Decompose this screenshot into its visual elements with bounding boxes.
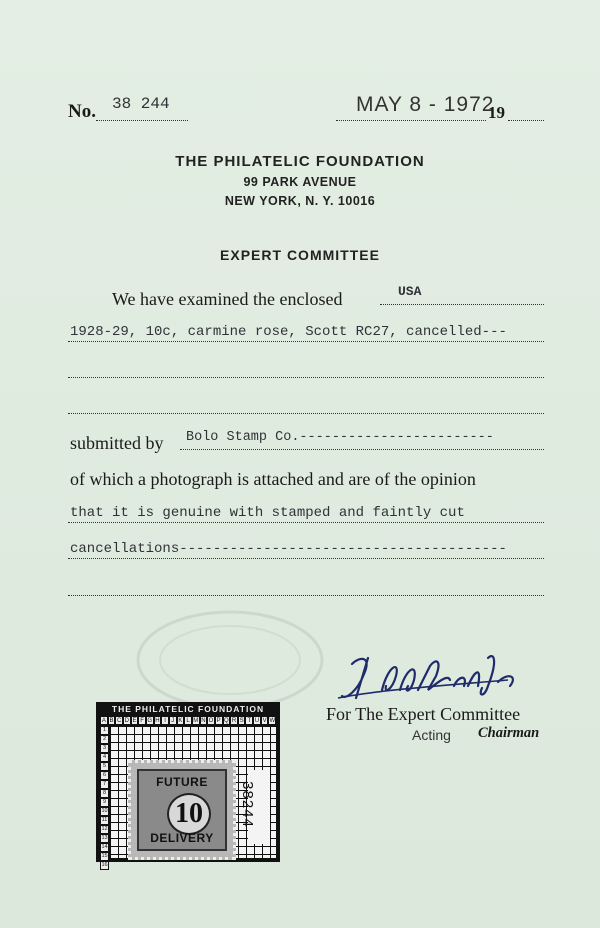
- certificate-number: 38 244: [112, 95, 170, 113]
- photo-row-number: 6: [100, 771, 109, 780]
- photo-column-letter: M: [193, 718, 199, 724]
- country-underline: [380, 304, 544, 305]
- photo-column-letter: G: [147, 718, 153, 724]
- year-underline: [508, 120, 544, 121]
- photo-row-number: 7: [100, 780, 109, 789]
- opinion-underline-3: [68, 595, 544, 596]
- photo-row-number: 16: [101, 862, 108, 868]
- photo-column-letter: C: [116, 718, 122, 724]
- opinion-underline-2: [68, 558, 544, 559]
- photo-column-letter: F: [140, 718, 144, 724]
- photo-column-letter: R: [231, 718, 237, 724]
- photo-column-letter: S: [239, 718, 244, 724]
- stamp-photograph: [96, 702, 280, 868]
- date-stamp: MAY 8 - 1972: [356, 93, 495, 116]
- org-name: THE PHILATELIC FOUNDATION: [175, 153, 425, 170]
- photo-column-letter: V: [262, 718, 267, 724]
- photo-row-number: 15: [101, 853, 108, 859]
- photo-column-letter: A: [101, 718, 106, 724]
- photo-row-number: 9: [100, 798, 109, 807]
- photo-column-letter: I: [161, 716, 169, 725]
- photo-column-letter: B: [109, 718, 114, 724]
- photo-column-letter: D: [124, 718, 129, 724]
- photo-cert-number-text: 38244: [238, 781, 256, 828]
- photo-column-letter: H: [155, 718, 160, 724]
- photo-column-letter: T: [247, 718, 252, 724]
- photo-row-number: 3: [100, 744, 109, 753]
- submitted-label: submitted by: [70, 433, 164, 453]
- committee-title: EXPERT COMMITTEE: [220, 247, 380, 263]
- photo-row-number: 10: [101, 808, 108, 814]
- photo-column-letter: E: [132, 718, 137, 724]
- description-line-1: 1928-29, 10c, carmine rose, Scott RC27, cancelled---: [70, 324, 507, 340]
- submitter-underline: [180, 449, 544, 450]
- submitter-value: Bolo Stamp Co.------------------------: [186, 430, 494, 445]
- photo-column-letter: U: [254, 718, 260, 724]
- year-prefix: 19: [488, 103, 505, 122]
- photo-column-letter: P: [216, 718, 221, 724]
- number-underline: [96, 120, 188, 121]
- address-line-2: NEW YORK, N. Y. 10016: [224, 194, 376, 208]
- photo-column-letter: L: [184, 716, 192, 725]
- number-label: No.: [68, 101, 96, 122]
- photo-title: THE PHILATELIC FOUNDATION: [111, 704, 265, 714]
- photo-column-letter: K: [178, 718, 183, 724]
- description-underline-2: [68, 377, 544, 378]
- photo-column-letter: N: [201, 718, 206, 724]
- photo-column-letter: W: [269, 718, 276, 724]
- photo-row-number: 13: [101, 835, 108, 841]
- date-underline: [336, 120, 486, 121]
- photo-row-number: 4: [100, 753, 109, 762]
- photo-column-letter: O: [208, 718, 214, 724]
- photo-column-letters: [100, 716, 276, 725]
- photo-row-number: 12: [101, 826, 108, 832]
- photo-column-letter: J: [169, 716, 177, 725]
- description-underline-3: [68, 413, 544, 414]
- photo-row-numbers: [100, 726, 109, 868]
- photo-row-number: 5: [100, 762, 109, 771]
- stamp-top-word: FUTURE: [156, 775, 208, 789]
- photo-cert-number: [238, 770, 270, 844]
- photo-row-number: 14: [101, 844, 108, 850]
- photo-column-letter: Q: [223, 718, 229, 724]
- photo-row-number: 8: [100, 789, 109, 798]
- embossed-seal: [130, 600, 330, 710]
- stamp-bottom-word: DELIVERY: [150, 831, 214, 845]
- photo-row-number: 1: [100, 726, 109, 735]
- stamp-value: 10: [167, 793, 211, 835]
- description-underline-1: [68, 341, 544, 342]
- country-value: USA: [398, 284, 422, 299]
- photo-row-number: 2: [100, 735, 109, 744]
- photo-row-number: 11: [101, 817, 108, 823]
- opinion-line-1: that it is genuine with stamped and faintly cut: [70, 505, 465, 521]
- address-line-1: 99 PARK AVENUE: [243, 175, 357, 189]
- photo-grid: [110, 726, 276, 858]
- photograph-text: of which a photograph is attached and are of the opinion: [70, 469, 476, 489]
- for-committee-label: For The Expert Committee: [326, 704, 521, 724]
- opinion-underline-1: [68, 522, 544, 523]
- examined-text: We have examined the enclosed: [112, 289, 343, 309]
- signature: [338, 646, 528, 708]
- acting-label: Acting: [412, 727, 451, 743]
- chairman-label: Chairman: [478, 725, 540, 741]
- stamp-image: [128, 760, 236, 860]
- opinion-line-2: cancellations---------------------------------------: [70, 541, 507, 557]
